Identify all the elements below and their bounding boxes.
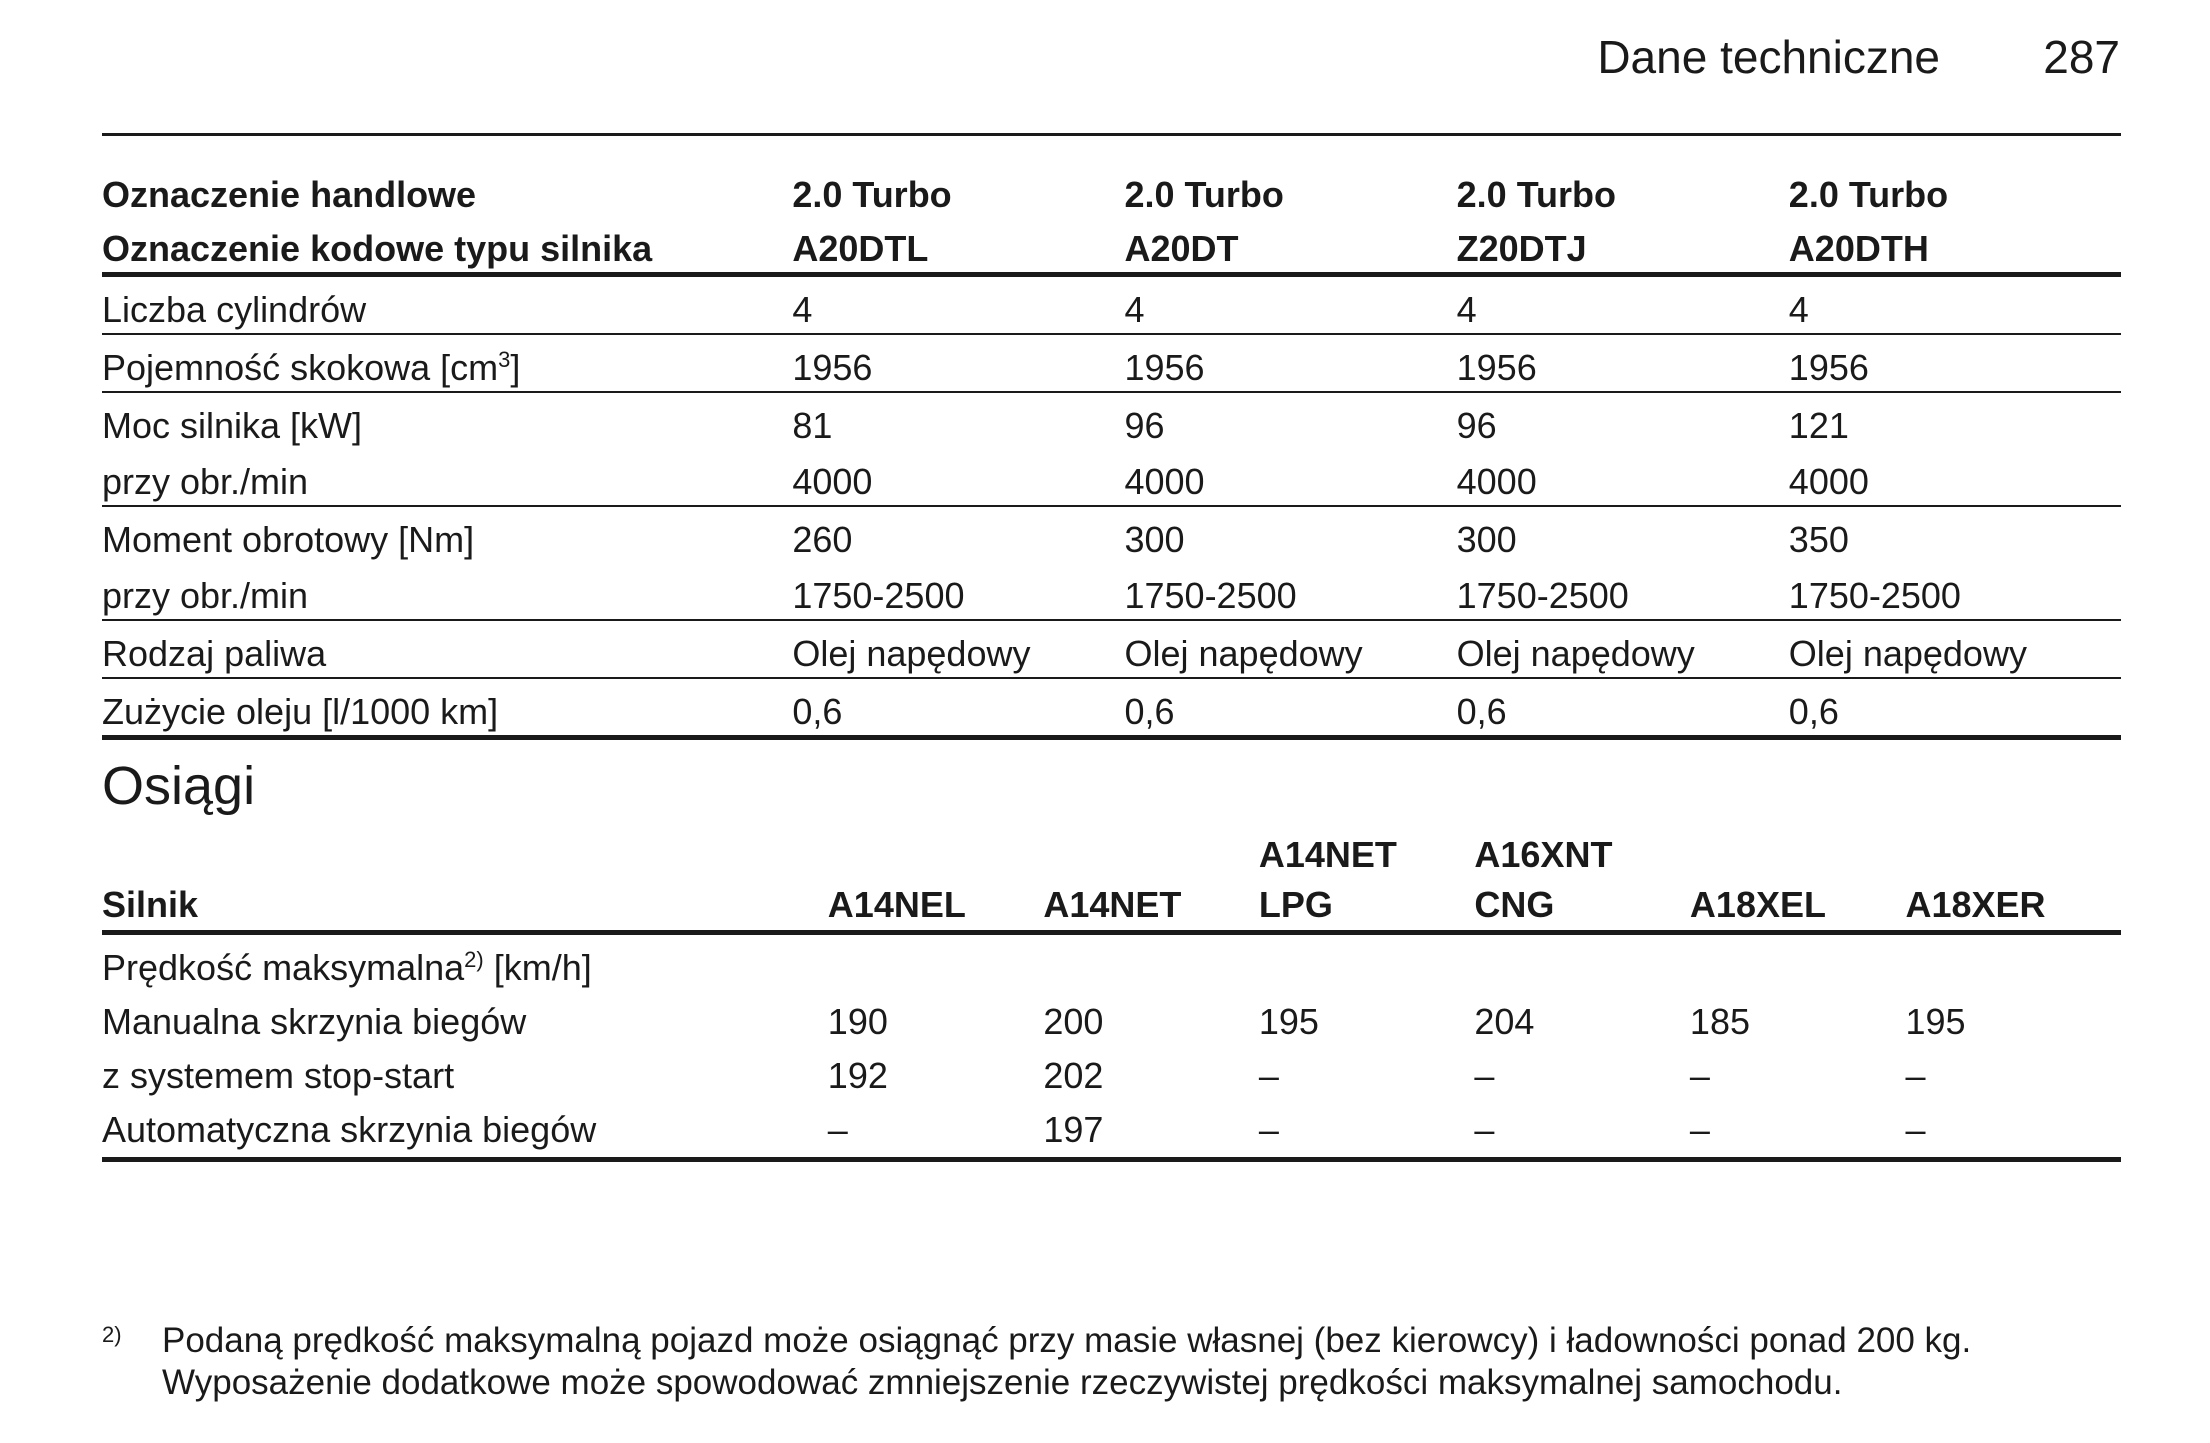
table-row bbox=[102, 449, 2121, 506]
table-cell: Olej napędowy bbox=[1124, 620, 1456, 678]
table-cell: 260 bbox=[792, 519, 853, 560]
table-row bbox=[102, 392, 2121, 449]
table-cell: – bbox=[1905, 1097, 2121, 1160]
header-cell: A18XER bbox=[1905, 876, 2121, 933]
table-cell: 1750-2500 bbox=[1789, 563, 2121, 620]
table-cell: 185 bbox=[1689, 1001, 1750, 1042]
row-label-unit: [km/h] bbox=[483, 947, 592, 988]
header-cell: A14NET bbox=[1258, 834, 1397, 875]
table-cell: 0,6 bbox=[1789, 678, 2121, 738]
table-cell: 197 bbox=[1043, 1097, 1259, 1160]
row-label: Moc silnika [kW] bbox=[102, 405, 363, 446]
table-row bbox=[102, 989, 2121, 1043]
footnote-ref: 2) bbox=[464, 947, 484, 972]
engine-data-table bbox=[102, 170, 2121, 740]
table-row bbox=[102, 1097, 2121, 1160]
table-cell: 200 bbox=[1043, 1001, 1104, 1042]
footnote bbox=[102, 1320, 2152, 1404]
footnote-line: Wyposażenie dodatkowe może spowodować zmniejszenie rzeczywistej prędkości maksymalnej samochodu. bbox=[162, 1363, 1843, 1402]
header-label: Oznaczenie handlowe bbox=[102, 174, 477, 215]
superscript: 3 bbox=[498, 347, 511, 372]
table-cell: 300 bbox=[1456, 519, 1517, 560]
table-cell: 121 bbox=[1788, 405, 1849, 446]
row-label: Manualna skrzynia biegów bbox=[102, 1001, 527, 1042]
header-cell bbox=[1690, 830, 1906, 876]
table-row bbox=[102, 933, 2121, 990]
table-cell: 195 bbox=[1905, 1001, 1966, 1042]
header-cell: A14NET bbox=[1043, 876, 1259, 933]
table-cell: 1956 bbox=[792, 334, 1124, 392]
header-cell: 2.0 Turbo bbox=[792, 174, 952, 215]
table-cell: – bbox=[1474, 1055, 1495, 1096]
header-cell: CNG bbox=[1474, 876, 1690, 933]
table-cell: Olej napędowy bbox=[1457, 620, 1789, 678]
header-cell: A20DT bbox=[1124, 216, 1456, 275]
table-cell: 1750-2500 bbox=[792, 563, 1124, 620]
row-label: Automatyczna skrzynia biegów bbox=[102, 1097, 828, 1160]
header-cell: 2.0 Turbo bbox=[1124, 174, 1284, 215]
table-cell: 1750-2500 bbox=[1124, 563, 1456, 620]
table-cell: 350 bbox=[1788, 519, 1849, 560]
header-cell bbox=[828, 830, 1044, 876]
table-cell: 4 bbox=[1457, 275, 1789, 335]
table-cell: Olej napędowy bbox=[792, 620, 1124, 678]
table-cell: 96 bbox=[1124, 405, 1165, 446]
row-label: Zużycie oleju [l/1000 km] bbox=[102, 678, 792, 738]
table-header-row bbox=[102, 876, 2121, 933]
header-cell: A20DTH bbox=[1789, 216, 2121, 275]
table-cell: – bbox=[1474, 1097, 1690, 1160]
table-cell: – bbox=[1259, 1097, 1475, 1160]
section-title: Dane techniczne bbox=[1597, 31, 1940, 83]
table-cell: 0,6 bbox=[792, 678, 1124, 738]
table-cell: 4000 bbox=[1789, 449, 2121, 506]
header-label bbox=[102, 830, 828, 876]
row-label: przy obr./min bbox=[102, 563, 792, 620]
footnote-line: Podaną prędkość maksymalną pojazd może osiągnąć przy masie własnej (bez kierowcy) i ładowności ponad 200 kg. bbox=[162, 1321, 1972, 1360]
table-cell: 81 bbox=[792, 405, 833, 446]
row-label: Moment obrotowy [Nm] bbox=[102, 519, 475, 560]
table-row bbox=[102, 1043, 2121, 1097]
header-cell: A14NEL bbox=[828, 876, 1044, 933]
table-row bbox=[102, 678, 2121, 738]
performance-heading: Osiągi bbox=[102, 756, 256, 816]
table-cell: 202 bbox=[1043, 1055, 1104, 1096]
table-row bbox=[102, 563, 2121, 620]
header-cell: A20DTL bbox=[792, 216, 1124, 275]
table-cell: Olej napędowy bbox=[1789, 620, 2121, 678]
performance-table bbox=[102, 830, 2121, 1162]
table-cell: 195 bbox=[1258, 1001, 1319, 1042]
table-row bbox=[102, 620, 2121, 678]
row-label: Rodzaj paliwa bbox=[102, 620, 792, 678]
header-cell: Z20DTJ bbox=[1457, 216, 1789, 275]
table-cell: 4000 bbox=[1457, 449, 1789, 506]
header-cell: 2.0 Turbo bbox=[1456, 174, 1616, 215]
row-label: Liczba cylindrów bbox=[102, 275, 792, 335]
header-label: Oznaczenie kodowe typu silnika bbox=[102, 216, 792, 275]
table-cell: – bbox=[1690, 1097, 1906, 1160]
row-label-text: Prędkość maksymalna bbox=[102, 947, 465, 988]
page-header bbox=[0, 30, 2120, 100]
page-number: 287 bbox=[2043, 31, 2120, 83]
table-header-row bbox=[102, 216, 2121, 275]
table-cell: 204 bbox=[1474, 1001, 1535, 1042]
table-cell: 192 bbox=[827, 1055, 888, 1096]
table-cell: 4 bbox=[1124, 275, 1456, 335]
table-cell: 0,6 bbox=[1457, 678, 1789, 738]
row-label: przy obr./min bbox=[102, 449, 792, 506]
header-cell bbox=[1043, 830, 1259, 876]
table-cell: – bbox=[828, 1097, 1044, 1160]
row-label: z systemem stop-start bbox=[102, 1055, 455, 1096]
table-cell: 1750-2500 bbox=[1457, 563, 1789, 620]
table-header-row bbox=[102, 170, 2121, 216]
table-header-row bbox=[102, 830, 2121, 876]
table-cell: 1956 bbox=[1457, 334, 1789, 392]
header-cell bbox=[1905, 830, 2121, 876]
header-cell: A16XNT bbox=[1474, 834, 1613, 875]
table-cell: 4 bbox=[792, 275, 1124, 335]
table-cell: 1956 bbox=[1789, 334, 2121, 392]
row-label-suffix: ] bbox=[510, 347, 521, 388]
table-cell: – bbox=[1905, 1055, 1926, 1096]
footnote-mark: 2) bbox=[102, 1322, 122, 1347]
table-cell: 1956 bbox=[1124, 334, 1456, 392]
table-cell: 4 bbox=[1789, 275, 2121, 335]
row-label bbox=[102, 933, 828, 990]
table-row bbox=[102, 506, 2121, 563]
header-cell: A18XEL bbox=[1690, 876, 1906, 933]
table-cell: 96 bbox=[1456, 405, 1497, 446]
table-cell: 4000 bbox=[792, 449, 1124, 506]
table-cell: 190 bbox=[827, 1001, 888, 1042]
footnote-text bbox=[162, 1320, 2152, 1404]
table-cell: – bbox=[1258, 1055, 1279, 1096]
table-cell: – bbox=[1689, 1055, 1710, 1096]
table-row bbox=[102, 275, 2121, 335]
table-cell: 4000 bbox=[1124, 449, 1456, 506]
row-label-text: Pojemność skokowa [cm bbox=[102, 347, 499, 388]
row-label bbox=[102, 334, 792, 392]
table-row bbox=[102, 334, 2121, 392]
header-label: Silnik bbox=[102, 876, 828, 933]
table-cell: 0,6 bbox=[1124, 678, 1456, 738]
header-divider bbox=[102, 133, 2121, 136]
table-cell: 300 bbox=[1124, 519, 1185, 560]
header-cell: 2.0 Turbo bbox=[1788, 174, 1949, 215]
header-cell: LPG bbox=[1259, 876, 1475, 933]
